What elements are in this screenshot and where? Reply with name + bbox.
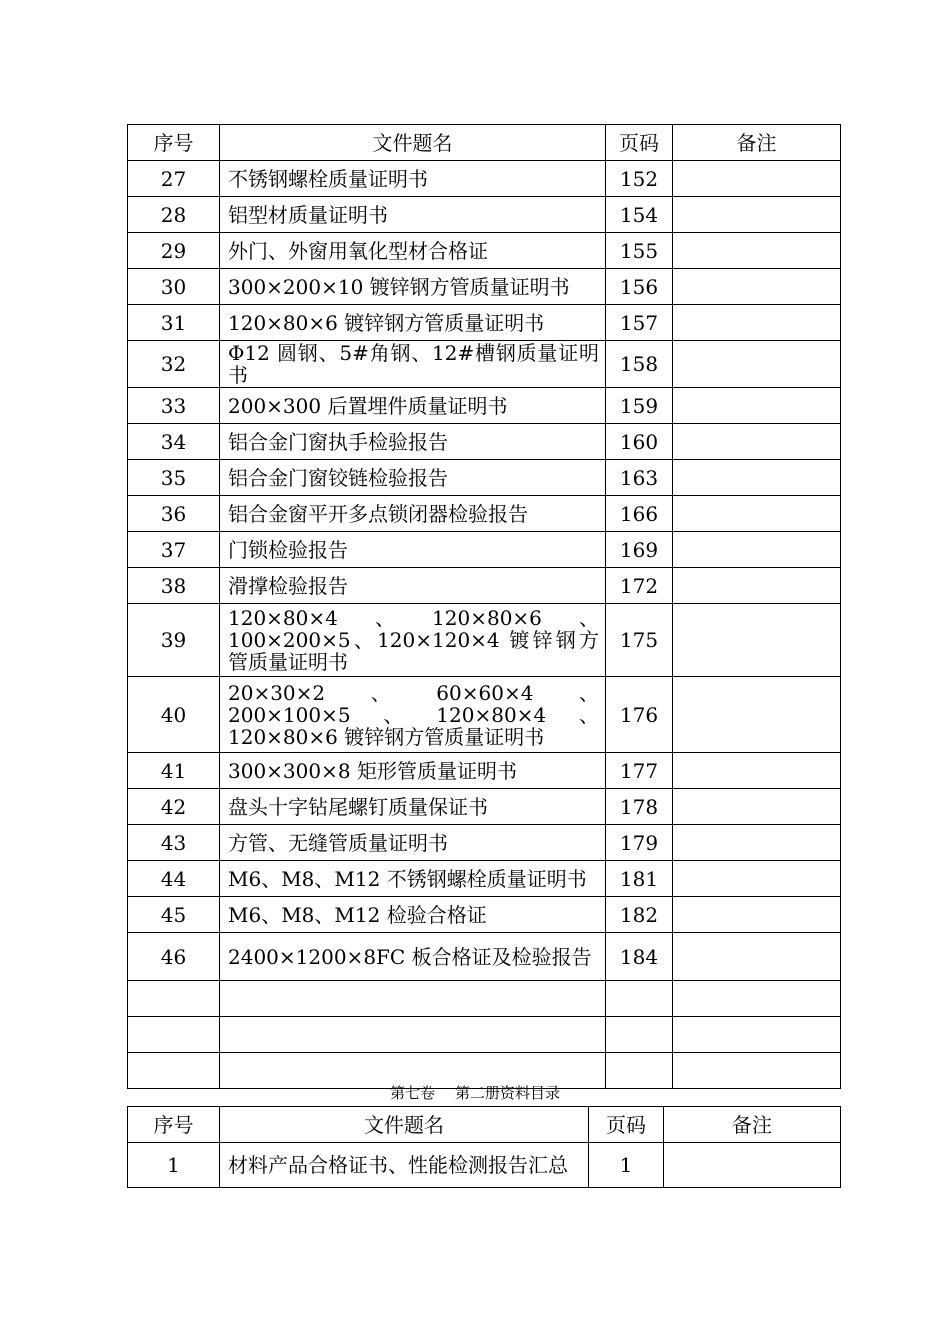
remarks-cell [673,861,841,897]
remarks-cell [673,496,841,532]
file-title-cell: 滑撑检验报告 [220,568,606,604]
serial-no-cell: 42 [128,789,220,825]
remarks-cell [673,568,841,604]
page-no-cell: 182 [606,897,673,933]
page-no-cell: 1 [589,1143,664,1188]
page-no-cell: 159 [606,388,673,424]
page-no-cell: 176 [606,677,673,753]
file-title-cell [220,1017,606,1053]
page-no-cell: 163 [606,460,673,496]
remarks-cell [673,532,841,568]
catalog-table-volume-6 [127,124,841,1089]
serial-no-cell: 34 [128,424,220,460]
table-row [128,424,841,460]
page-no-cell: 155 [606,233,673,269]
page-no-cell: 172 [606,568,673,604]
header-serial-no: 序号 [128,125,220,161]
remarks-cell [673,981,841,1017]
serial-no-cell: 27 [128,161,220,197]
file-title-cell: M6、M8、M12 检验合格证 [220,897,606,933]
table-row [128,460,841,496]
file-title-cell: 2400×1200×8FC 板合格证及检验报告 [220,933,606,981]
table-row [128,496,841,532]
page-no-cell: 181 [606,861,673,897]
table-row [128,568,841,604]
table-row [128,861,841,897]
file-title-cell: 门锁检验报告 [220,532,606,568]
remarks-cell [673,677,841,753]
file-title-cell: 300×200×10 镀锌钢方管质量证明书 [220,269,606,305]
serial-no-cell [128,981,220,1017]
page-no-cell: 178 [606,789,673,825]
catalog-table-body [128,1107,841,1188]
file-title-cell: M6、M8、M12 不锈钢螺栓质量证明书 [220,861,606,897]
header-file-title: 文件题名 [220,1107,589,1143]
remarks-cell [673,233,841,269]
page-no-cell: 179 [606,825,673,861]
file-title-cell: 铝合金门窗执手检验报告 [220,424,606,460]
page-no-cell: 160 [606,424,673,460]
serial-no-cell: 28 [128,197,220,233]
header-file-title: 文件题名 [220,125,606,161]
serial-no-cell: 29 [128,233,220,269]
remarks-cell [673,341,841,388]
table-row [128,604,841,677]
table-row [128,789,841,825]
table-row [128,532,841,568]
table-row [128,933,841,981]
header-page-no: 页码 [589,1107,664,1143]
page-no-cell: 156 [606,269,673,305]
page-no-cell: 169 [606,532,673,568]
serial-no-cell: 45 [128,897,220,933]
remarks-cell [673,825,841,861]
serial-no-cell: 32 [128,341,220,388]
table-row [128,161,841,197]
serial-no-cell: 40 [128,677,220,753]
header-page-no: 页码 [606,125,673,161]
remarks-cell [673,460,841,496]
remarks-cell [673,897,841,933]
file-title-cell: 材料产品合格证书、性能检测报告汇总 [220,1143,589,1188]
serial-no-cell: 35 [128,460,220,496]
file-title-cell: 120×80×4、120×80×6、100×200×5、120×120×4 镀锌钢方管质量证明书 [220,604,606,677]
remarks-cell [673,305,841,341]
table-row [128,897,841,933]
table-row [128,1017,841,1053]
serial-no-cell: 30 [128,269,220,305]
serial-no-cell: 39 [128,604,220,677]
table-row [128,233,841,269]
file-title-cell: 外门、外窗用氧化型材合格证 [220,233,606,269]
remarks-cell [673,1017,841,1053]
section-title [0,1083,950,1103]
serial-no-cell: 44 [128,861,220,897]
file-title-cell: 盘头十字钻尾螺钉质量保证书 [220,789,606,825]
file-title-cell: 不锈钢螺栓质量证明书 [220,161,606,197]
table-row [128,981,841,1017]
page-no-cell: 177 [606,753,673,789]
file-title-cell: 铝合金窗平开多点锁闭器检验报告 [220,496,606,532]
page-no-cell: 166 [606,496,673,532]
remarks-cell [673,161,841,197]
remarks-cell [673,197,841,233]
header-remarks: 备注 [673,125,841,161]
page-no-cell [606,981,673,1017]
table-row [128,753,841,789]
serial-no-cell: 33 [128,388,220,424]
catalog-table-volume-7 [127,1106,841,1188]
section-volume-name: 第二册资料目录 [455,1084,561,1102]
header-serial-no: 序号 [128,1107,220,1143]
table-row [128,305,841,341]
section-volume: 第七卷 [389,1084,435,1102]
page-no-cell: 152 [606,161,673,197]
page-no-cell [606,1017,673,1053]
remarks-cell [664,1143,841,1188]
serial-no-cell: 1 [128,1143,220,1188]
table-row [128,197,841,233]
serial-no-cell: 31 [128,305,220,341]
serial-no-cell: 41 [128,753,220,789]
file-title-cell: 铝型材质量证明书 [220,197,606,233]
page-no-cell: 158 [606,341,673,388]
file-title-cell: 20×30×2、60×60×4、200×100×5、120×80×4、120×80×6 镀锌钢方管质量证明书 [220,677,606,753]
remarks-cell [673,424,841,460]
remarks-cell [673,789,841,825]
table-row [128,1143,841,1188]
table-row [128,677,841,753]
file-title-cell: 120×80×6 镀锌钢方管质量证明书 [220,305,606,341]
table-header-row [128,125,841,161]
page-no-cell: 154 [606,197,673,233]
remarks-cell [673,269,841,305]
file-title-cell [220,981,606,1017]
page-no-cell: 184 [606,933,673,981]
remarks-cell [673,604,841,677]
serial-no-cell: 46 [128,933,220,981]
table-row [128,341,841,388]
table-row [128,269,841,305]
page-no-cell: 157 [606,305,673,341]
file-title-cell: 300×300×8 矩形管质量证明书 [220,753,606,789]
catalog-table-body [128,125,841,1089]
file-title-cell: 方管、无缝管质量证明书 [220,825,606,861]
serial-no-cell: 43 [128,825,220,861]
header-remarks: 备注 [664,1107,841,1143]
file-title-cell: 铝合金门窗铰链检验报告 [220,460,606,496]
remarks-cell [673,753,841,789]
serial-no-cell: 37 [128,532,220,568]
page-no-cell: 175 [606,604,673,677]
remarks-cell [673,388,841,424]
file-title-cell: Φ12 圆钢、5#角钢、12#槽钢质量证明书 [220,341,606,388]
serial-no-cell: 38 [128,568,220,604]
remarks-cell [673,933,841,981]
table-row [128,825,841,861]
serial-no-cell: 36 [128,496,220,532]
serial-no-cell [128,1017,220,1053]
table-header-row [128,1107,841,1143]
table-row [128,388,841,424]
file-title-cell: 200×300 后置埋件质量证明书 [220,388,606,424]
